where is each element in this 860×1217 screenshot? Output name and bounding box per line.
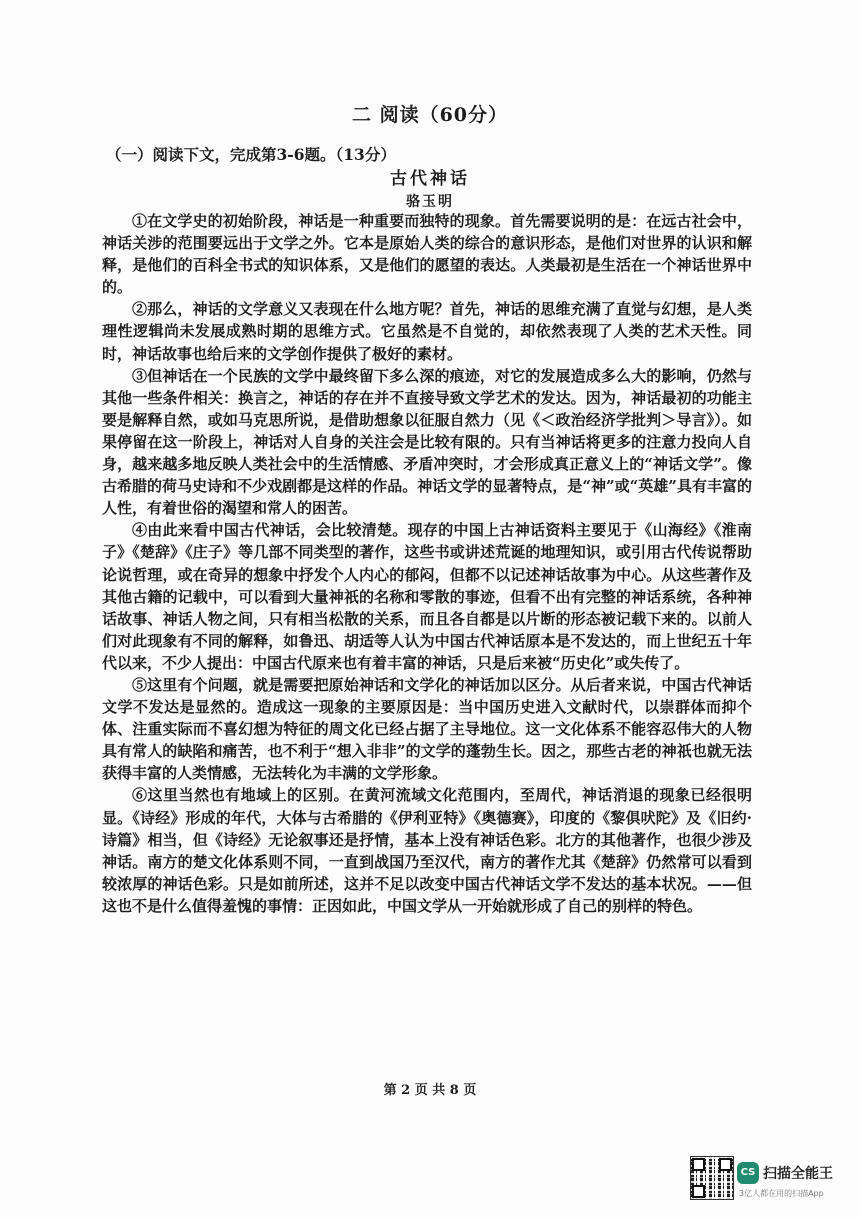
qr-finder-icon — [692, 1158, 705, 1171]
camscanner-logo: CS — [737, 1162, 759, 1184]
qr-finder-icon — [692, 1185, 705, 1198]
paragraph-5: ⑤这里有个问题，就是需要把原始神话和文学化的神话加以区分。从后者来说，中国古代神话文学不发达是显然的。造成这一现象的主要原因是：当中国历史进入文献时代，以崇群体而抑个体、注重实际而不喜幻想为特征的周文化已经占据了主导地位。这一文化体系不能容忍伟大的人物具有常人的缺陷和痛苦，也不利于“想入非非”的文学的蓬勃生长。因之，那些古老的神祇也就无法获得丰富的人类情感，无法转化为丰满的文学形象。 — [102, 675, 752, 783]
scanner-tagline: 3亿人都在用的扫描App — [739, 1189, 824, 1198]
paragraph-3: ③但神话在一个民族的文学中最终留下多么深的痕迹，对它的发展造成多么大的影响，仍然与其他一些条件相关：换言之，神话的存在并不直接导致文学艺术的发达。因为，神话最初的功能主要是解释自然，或如马克思所说，是借助想象以征服自然力（见《＜政治经济学批判＞导言》）。如果停留在这一阶段上，神话对人自身的关注会是比较有限的。只有当神话将更多的注意力投向人自身，越来越多地反映人类社会中的生活情感、矛盾冲突时，才会形成真正意义上的“神话文学”。像古希腊的荷马史诗和不少戏剧都是这样的作品。神话文学的显著特点，是“神”或“英雄”具有丰富的人性，有着世俗的渴望和常人的困苦。 — [102, 366, 752, 518]
qr-finder-icon — [719, 1158, 732, 1171]
paragraph-1: ①在文学史的初始阶段，神话是一种重要而独特的现象。首先需要说明的是：在远古社会中，神话关涉的范围要远出于文学之外。它本是原始人类的综合的意识形态，是他们对世界的认识和解释，是他们的百科全书式的知识体系，又是他们的愿望的表达。人类最初是生活在一个神话世界中的。 — [102, 212, 752, 297]
article-title: 古代神话 — [390, 169, 470, 189]
paragraph-4: ④由此来看中国古代神话，会比较清楚。现存的中国上古神话资料主要见于《山海经》《淮南子》《楚辞》《庄子》等几部不同类型的著作，这些书或讲述荒诞的地理知识，或引用古代传说帮助论说哲理，或在奇异的想象中抒发个人内心的郁闷，但都不以记述神话故事为中心。从这些著作及其他古籍的记载中，可以看到大量神祇的名称和零散的事迹，但看不出有完整的神话系统，各种神话故事、神话人物之间，只有相当松散的关系，而且各自都是以片断的形态被记载下来的。以前人们对此现象有不同的解释，如鲁迅、胡适等人认为中国古代神话原本是不发达的，而上世纪五十年代以来，不少人提出：中国古代原来也有着丰富的神话，只是后来被“历史化”或失传了。 — [102, 521, 752, 672]
page-number: 第 2 页 共 8 页 — [383, 1083, 477, 1098]
paragraph-2: ②那么，神话的文学意义又表现在什么地方呢？首先，神话的思维充满了直觉与幻想，是人类理性逻辑尚未发展成熟时期的思维方式。它虽然是不自觉的，却依然表现了人类的艺术天性。同时，神话故事也给后来的文学创作提供了极好的素材。 — [102, 300, 752, 363]
section-title: 二 阅读（60分） — [351, 104, 509, 126]
article-author: 骆玉明 — [406, 194, 454, 210]
scanner-app-name: 扫描全能王 — [763, 1166, 833, 1182]
qr-code-icon — [690, 1156, 734, 1200]
paragraph-6: ⑥这里当然也有地域上的区别。在黄河流域文化范围内，至周代，神话消退的现象已经很明显。《诗经》形成的年代，大体与古希腊的《伊利亚特》《奥德赛》，印度的《黎俱吠陀》及《旧约·诗篇》相当，但《诗经》无论叙事还是抒情，基本上没有神话色彩。北方的其他著作，也很少涉及神话。南方的楚文化体系则不同，一直到战国乃至汉代，南方的著作尤其《楚辞》仍然常可以看到较浓厚的神话色彩。只是如前所述，这并不足以改变中国古代神话文学不发达的基本状况。——但这也不是什么值得羞愧的事情：正因如此，中国文学从一开始就形成了自己的别样的特色。 — [102, 786, 752, 915]
article-body — [102, 210, 752, 917]
question-heading: （一）阅读下文，完成第3-6题。（13分） — [106, 145, 396, 164]
